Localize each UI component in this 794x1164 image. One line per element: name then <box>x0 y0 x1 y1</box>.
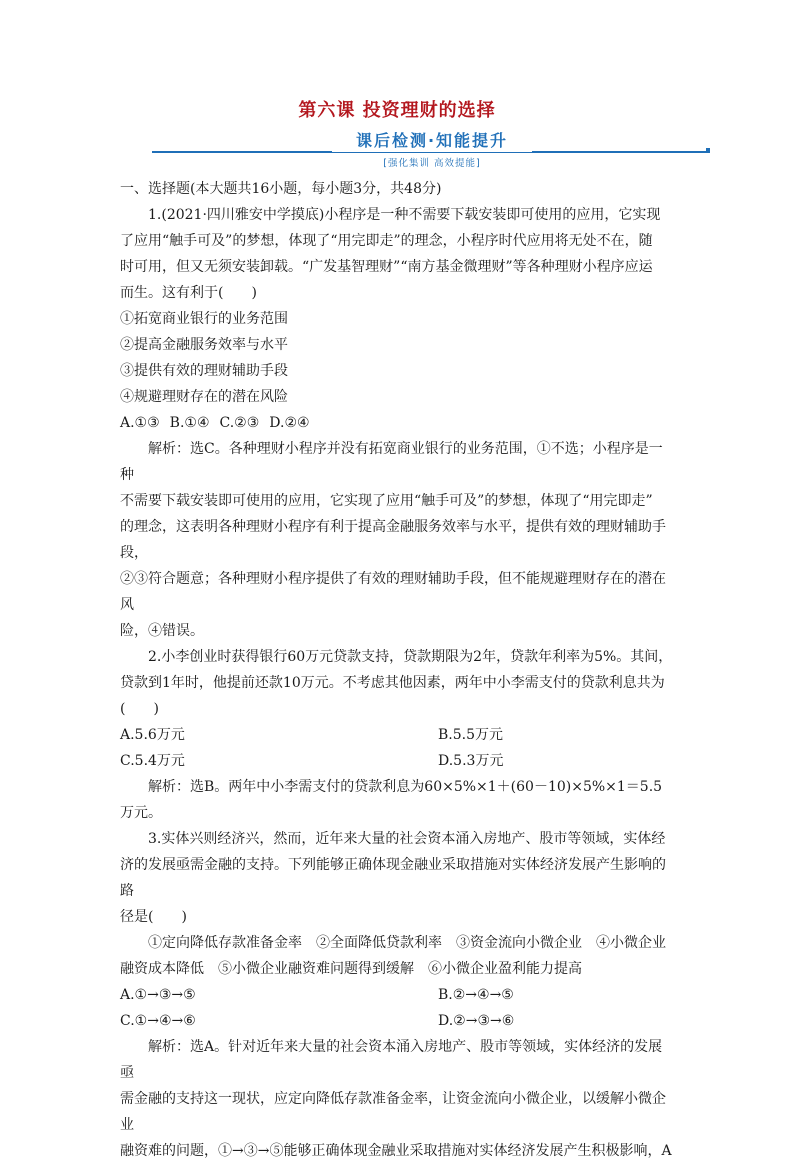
question-2-choices-row <box>120 722 676 748</box>
question-1-item: ④规避理财存在的潜在风险 <box>120 389 288 405</box>
question-3-stem-line: 3.实体兴则经济兴，然而，近年来大量的社会资本涌入房地产、股市等领域，实体经 <box>148 831 666 847</box>
choice-a: A.①③ <box>120 415 160 431</box>
section-banner <box>152 130 710 170</box>
lesson-title: 第六课 投资理财的选择 <box>298 100 496 121</box>
question-2 <box>120 644 676 826</box>
choice-b: B.①④ <box>169 415 210 431</box>
question-1 <box>120 202 676 644</box>
section-heading: 一、选择题(本大题共16小题，每小题3分，共48分) <box>120 181 442 197</box>
question-1-item: ①拓宽商业银行的业务范围 <box>120 311 288 327</box>
question-1-analysis-line: 不需要下载安装即可使用的应用，它实现了应用“触手可及”的梦想，体现了“用完即走” <box>120 493 653 509</box>
question-1-item: ②提高金融服务效率与水平 <box>120 337 288 353</box>
choice-c: C.5.4万元 <box>120 753 185 769</box>
question-3-stem-line: 济的发展亟需金融的支持。下列能够正确体现金融业采取措施对实体经济发展产生影响的路 <box>120 857 666 899</box>
question-3-items-line: 融资成本降低 ⑤小微企业融资难问题得到缓解 ⑥小微企业盈利能力提高 <box>120 961 582 977</box>
banner-subheading: [强化集训 高效提能] <box>383 158 481 169</box>
banner-heading: 课后检测·知能提升 <box>332 130 532 152</box>
question-1-analysis-line: 解析：选C。各种理财小程序并没有拓宽商业银行的业务范围，①不选；小程序是一种 <box>120 441 663 483</box>
choice-c: C.①→④→⑥ <box>120 1013 196 1029</box>
choice-d: D.5.3万元 <box>438 753 504 769</box>
question-3 <box>120 826 676 1164</box>
question-2-stem-line: 贷款到1年时，他提前还款10万元。不考虑其他因素，两年中小李需支付的贷款利息共为 <box>120 675 665 691</box>
banner-rule-end <box>706 148 710 152</box>
question-1-item: ③提供有效的理财辅助手段 <box>120 363 288 379</box>
choice-b: B.②→④→⑤ <box>438 987 514 1003</box>
question-3-analysis-line: 需金融的支持这一现状，应定向降低存款准备金率，让资金流向小微企业，以缓解小微企业 <box>120 1091 666 1133</box>
question-3-choices-row <box>120 1008 676 1034</box>
question-1-stem-line: 而生。这有利于( ) <box>120 285 257 301</box>
question-3-analysis-line: 解析：选A。针对近年来大量的社会资本涌入房地产、股市等领域，实体经济的发展亟 <box>120 1039 663 1081</box>
question-2-analysis: 解析：选B。两年中小李需支付的贷款利息为60×5%×1＋(60－10)×5%×1＝5.5万元。 <box>120 779 663 821</box>
question-1-stem-line: 时可用，但又无须安装卸载。“广发基智理财”“南方基金微理财”等各种理财小程序应运 <box>120 259 653 275</box>
question-1-analysis-line: 险，④错误。 <box>120 623 204 639</box>
question-1-choices <box>120 410 676 436</box>
choice-a: A.5.6万元 <box>120 727 185 743</box>
choice-a: A.①→③→⑤ <box>120 987 196 1003</box>
choice-c: C.②③ <box>219 415 260 431</box>
choice-d: D.②④ <box>269 415 310 431</box>
question-3-stem-line: 径是( ) <box>120 909 187 925</box>
exercise-content <box>120 176 676 1164</box>
question-3-choices-row <box>120 982 676 1008</box>
question-1-stem-line: 了应用“触手可及”的梦想，体现了“用完即走”的理念，小程序时代应用将无处不在，随 <box>120 233 653 249</box>
question-3-analysis-line: 融资难的问题，①→③→⑤能够正确体现金融业采取措施对实体经济发展产生积极影响，A <box>120 1143 672 1159</box>
question-2-stem-line: 2.小李创业时获得银行60万元贷款支持，贷款期限为2年，贷款年利率为5%。其间， <box>148 649 673 665</box>
question-1-analysis-line: ②③符合题意；各种理财小程序提供了有效的理财辅助手段，但不能规避理财存在的潜在风 <box>120 571 666 613</box>
question-1-analysis-line: 的理念，这表明各种理财小程序有利于提高金融服务效率与水平，提供有效的理财辅助手段， <box>120 519 666 561</box>
choice-b: B.5.5万元 <box>438 727 504 743</box>
question-2-stem-line: ( ) <box>120 701 159 717</box>
question-2-choices-row <box>120 748 676 774</box>
question-1-stem-line: 1.(2021·四川雅安中学摸底)小程序是一种不需要下载安装即可使用的应用，它实现 <box>148 207 661 223</box>
choice-d: D.②→③→⑥ <box>438 1013 515 1029</box>
question-3-items-line: ①定向降低存款准备金率 ②全面降低贷款利率 ③资金流向小微企业 ④小微企业 <box>148 935 666 951</box>
